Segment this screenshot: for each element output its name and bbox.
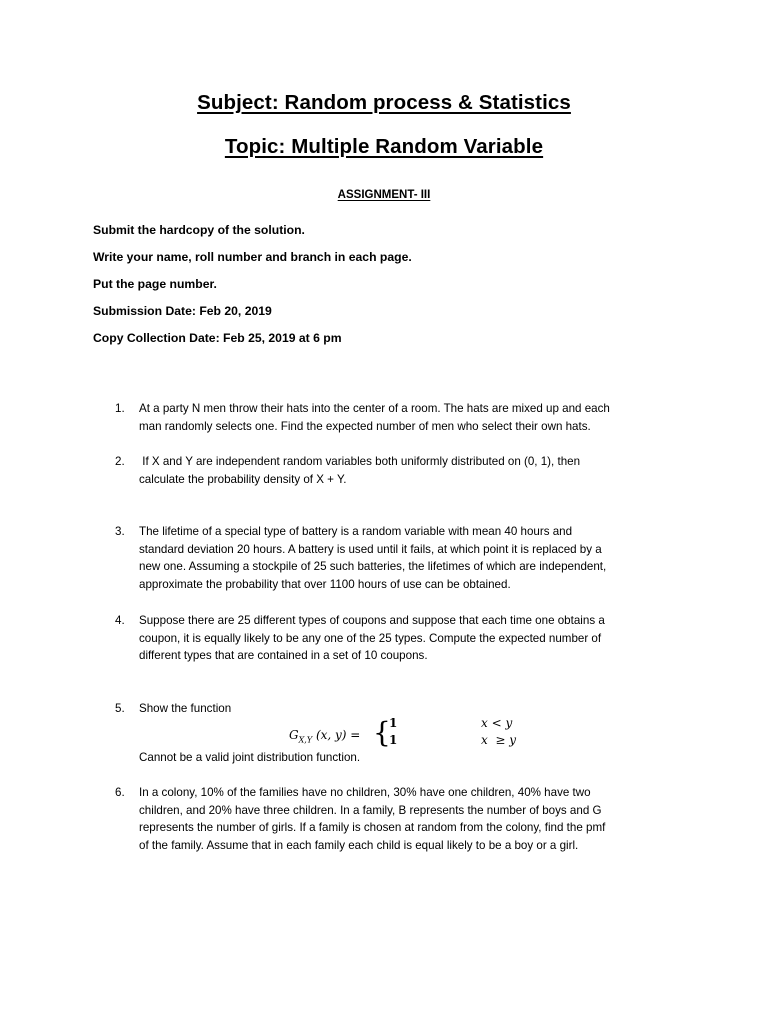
question-text-line: coupon, it is equally likely to be any one of the 25 types. Compute the expected number of bbox=[139, 631, 602, 645]
question-text-line: In a colony, 10% of the families have no children, 30% have one children, 40% have two bbox=[139, 786, 591, 799]
question-text-line: standard deviation 20 hours. A battery is used until it fails, at which point it is replaced by a bbox=[139, 542, 602, 556]
question-number: 4. bbox=[115, 614, 125, 627]
question-text-line: represents the number of girls. If a family is chosen at random from the colony, find the pmf bbox=[139, 821, 606, 835]
question-text-line: If X and Y are independent random variables both uniformly distributed on (0, 1), then bbox=[139, 455, 581, 468]
question-text-line: new one. Assuming a stockpile of 25 such batteries, the lifetimes of which are independent, bbox=[139, 560, 607, 574]
case-1-value: 1 bbox=[389, 716, 398, 730]
question-text-line: calculate the probability density of X + Y. bbox=[139, 472, 347, 486]
topic-title: Topic: Multiple Random Variable bbox=[224, 135, 544, 158]
assignment-heading: ASSIGNMENT- III bbox=[337, 189, 431, 201]
question-text-line: At a party N men throw their hats into the center of a room. The hats are mixed up and each bbox=[139, 402, 610, 415]
subject-title: Subject: Random process & Statistics bbox=[197, 91, 571, 114]
question-text-line: different types that are contained in a set of 10 coupons. bbox=[139, 649, 428, 663]
left-brace-symbol: { bbox=[373, 716, 391, 749]
question-text-line: approximate the probability that over 1100 hours of use can be obtained. bbox=[139, 578, 511, 592]
instruction-line: Write your name, roll number and branch in each page. bbox=[93, 250, 412, 264]
question-number: 1. bbox=[115, 402, 125, 415]
question-outro: Cannot be a valid joint distribution function. bbox=[139, 751, 361, 764]
question-text-line: The lifetime of a special type of battery is a random variable with mean 40 hours and bbox=[139, 525, 573, 538]
question-text-line: of the family. Assume that in each family each child is equal likely to be a boy or a girl. bbox=[139, 839, 579, 853]
question-number: 3. bbox=[115, 525, 125, 538]
question-text-line: children, and 20% have three children. In a family, B represents the number of boys and G bbox=[139, 803, 602, 817]
question-intro: Show the function bbox=[139, 702, 232, 715]
question-text-line: man randomly selects one. Find the expected number of men who select their own hats. bbox=[139, 419, 591, 433]
case-2-condition: x ≥ y bbox=[481, 733, 517, 747]
question-number: 2. bbox=[115, 455, 125, 468]
formula-lhs: $G_{X,Y}$ (x, y) = bbox=[289, 728, 361, 745]
question-number: 5. bbox=[115, 702, 125, 715]
instruction-line: Put the page number. bbox=[93, 277, 217, 291]
question-number: 6. bbox=[115, 786, 125, 799]
case-2-value: 1 bbox=[389, 733, 398, 747]
instruction-line: Submission Date: Feb 20, 2019 bbox=[93, 304, 272, 318]
instruction-line: Copy Collection Date: Feb 25, 2019 at 6 pm bbox=[93, 331, 342, 345]
instruction-line: Submit the hardcopy of the solution. bbox=[93, 223, 305, 237]
case-1-condition: x < y bbox=[481, 716, 513, 730]
question-text-line: Suppose there are 25 different types of coupons and suppose that each time one obtains a bbox=[139, 614, 605, 627]
